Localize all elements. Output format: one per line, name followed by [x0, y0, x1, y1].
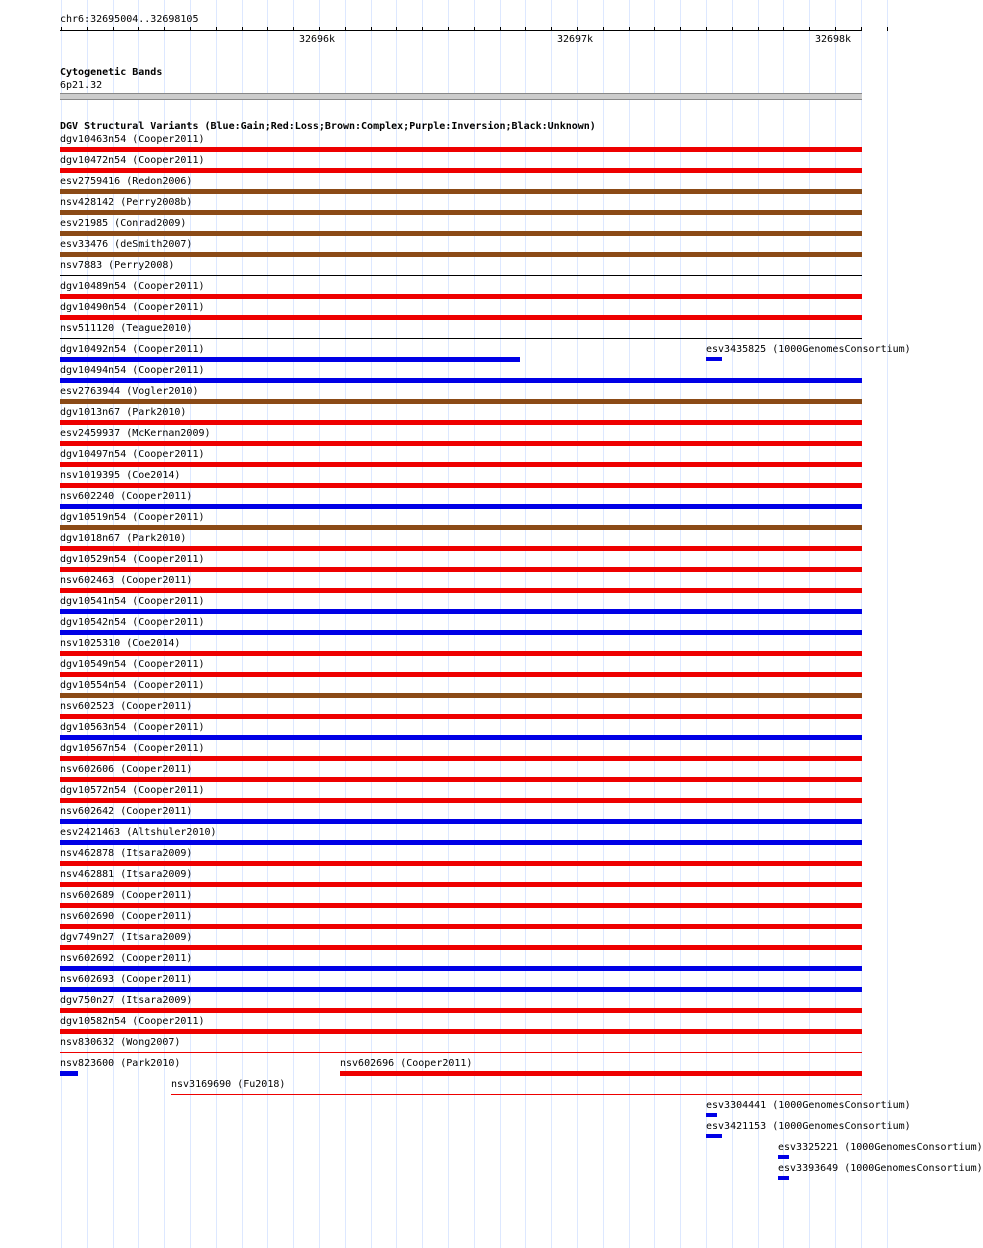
ruler-tick: [887, 27, 888, 31]
variant-bar[interactable]: [60, 399, 862, 404]
variant-label[interactable]: dgv10542n54 (Cooper2011): [60, 617, 205, 628]
cytoband-label: 6p21.32: [60, 80, 103, 91]
ruler-tick: [113, 27, 114, 31]
ruler-tick: [61, 27, 62, 31]
ruler-tick: [345, 27, 346, 31]
ruler-tick: [138, 27, 139, 31]
variant-bar[interactable]: [60, 861, 862, 866]
variant-label[interactable]: esv33476 (deSmith2007): [60, 239, 193, 250]
variant-bar[interactable]: [60, 819, 862, 824]
variant-bar[interactable]: [60, 840, 862, 845]
grid-line: [500, 0, 501, 1248]
variant-label[interactable]: dgv10541n54 (Cooper2011): [60, 596, 205, 607]
variant-bar[interactable]: [60, 966, 862, 971]
variant-label[interactable]: esv2763944 (Vogler2010): [60, 386, 199, 397]
variant-bar[interactable]: [60, 1052, 862, 1053]
cytoband-track-title[interactable]: Cytogenetic Bands: [60, 67, 163, 78]
variant-bar[interactable]: [60, 714, 862, 719]
variant-bar[interactable]: [60, 672, 862, 677]
variant-label[interactable]: dgv10549n54 (Cooper2011): [60, 659, 205, 670]
variant-bar[interactable]: [706, 357, 722, 361]
variant-label[interactable]: dgv10489n54 (Cooper2011): [60, 281, 205, 292]
variant-bar[interactable]: [60, 1029, 862, 1034]
ruler-position-label: chr6:32695004..32698105: [60, 14, 199, 25]
grid-line: [809, 0, 810, 1248]
variant-bar[interactable]: [60, 189, 862, 194]
variant-label[interactable]: dgv10492n54 (Cooper2011): [60, 344, 205, 355]
variant-bar[interactable]: [340, 1071, 862, 1076]
ruler-tick: [319, 27, 320, 31]
grid-line: [732, 0, 733, 1248]
grid-line: [293, 0, 294, 1248]
variant-label[interactable]: dgv10494n54 (Cooper2011): [60, 365, 205, 376]
ruler-tick: [164, 27, 165, 31]
variant-bar[interactable]: [60, 147, 862, 152]
ruler-tick: [577, 27, 578, 31]
variant-bar[interactable]: [60, 903, 862, 908]
ruler-tick: [732, 27, 733, 31]
ruler-tick: [783, 27, 784, 31]
ruler-tick: [500, 27, 501, 31]
variant-label[interactable]: dgv10472n54 (Cooper2011): [60, 155, 205, 166]
variant-label[interactable]: nsv602692 (Cooper2011): [60, 953, 193, 964]
grid-line: [525, 0, 526, 1248]
ruler-tick: [603, 27, 604, 31]
variant-label[interactable]: nsv602523 (Cooper2011): [60, 701, 193, 712]
grid-line: [654, 0, 655, 1248]
variant-bar[interactable]: [60, 275, 862, 276]
variant-label[interactable]: nsv511120 (Teague2010): [60, 323, 193, 334]
ruler-axis: [60, 30, 862, 31]
variant-bar[interactable]: [60, 777, 862, 782]
variant-label[interactable]: nsv462878 (Itsara2009): [60, 848, 193, 859]
ruler-tick: [835, 27, 836, 31]
variant-label[interactable]: esv2421463 (Altshuler2010): [60, 827, 217, 838]
ruler-tick: [525, 27, 526, 31]
variant-bar[interactable]: [60, 210, 862, 215]
variant-label[interactable]: dgv10529n54 (Cooper2011): [60, 554, 205, 565]
variant-bar[interactable]: [778, 1155, 789, 1159]
variant-bar[interactable]: [60, 378, 862, 383]
variant-bar[interactable]: [60, 567, 862, 572]
grid-line: [267, 0, 268, 1248]
variant-bar[interactable]: [60, 441, 862, 446]
variant-bar[interactable]: [60, 756, 862, 761]
ruler-tick: [551, 27, 552, 31]
variant-label[interactable]: dgv749n27 (Itsara2009): [60, 932, 193, 943]
variant-bar[interactable]: [60, 1008, 862, 1013]
grid-line: [835, 0, 836, 1248]
variant-label[interactable]: nsv428142 (Perry2008b): [60, 197, 193, 208]
variant-label[interactable]: dgv10463n54 (Cooper2011): [60, 134, 205, 145]
grid-line: [706, 0, 707, 1248]
ruler-tick: [680, 27, 681, 31]
ruler-tick: [371, 27, 372, 31]
grid-line: [861, 0, 862, 1248]
ruler-tick: [216, 27, 217, 31]
grid-line: [319, 0, 320, 1248]
ruler-tick: [396, 27, 397, 31]
ruler-tick: [267, 27, 268, 31]
ruler-tick: [861, 27, 862, 31]
grid-line: [216, 0, 217, 1248]
variant-bar[interactable]: [706, 1113, 717, 1117]
variant-bar[interactable]: [60, 651, 862, 656]
variant-label[interactable]: nsv602606 (Cooper2011): [60, 764, 193, 775]
variant-label[interactable]: dgv10563n54 (Cooper2011): [60, 722, 205, 733]
variant-label[interactable]: dgv10567n54 (Cooper2011): [60, 743, 205, 754]
grid-line: [577, 0, 578, 1248]
variant-label[interactable]: dgv10554n54 (Cooper2011): [60, 680, 205, 691]
variant-bar[interactable]: [706, 1134, 722, 1138]
variant-bar[interactable]: [60, 945, 862, 950]
variant-bar[interactable]: [171, 1094, 862, 1095]
variant-label[interactable]: dgv10519n54 (Cooper2011): [60, 512, 205, 523]
ruler-tick: [242, 27, 243, 31]
variant-bar[interactable]: [60, 882, 862, 887]
variant-bar[interactable]: [60, 609, 862, 614]
ruler-tick-label: 32698k: [814, 34, 852, 45]
variant-bar[interactable]: [60, 588, 862, 593]
variant-bar[interactable]: [60, 525, 862, 530]
grid-line: [603, 0, 604, 1248]
variant-bar[interactable]: [60, 357, 520, 362]
variant-label[interactable]: dgv10497n54 (Cooper2011): [60, 449, 205, 460]
variant-bar[interactable]: [60, 294, 862, 299]
variant-label[interactable]: nsv823600 (Park2010): [60, 1058, 181, 1069]
variant-label[interactable]: esv3325221 (1000GenomesConsortium): [778, 1142, 983, 1153]
ruler-tick: [422, 27, 423, 31]
grid-line: [629, 0, 630, 1248]
variant-bar[interactable]: [60, 735, 862, 740]
variant-label[interactable]: nsv830632 (Wong2007): [60, 1037, 181, 1048]
variant-bar[interactable]: [60, 483, 862, 488]
variant-label[interactable]: dgv1013n67 (Park2010): [60, 407, 187, 418]
dgv-track-title[interactable]: DGV Structural Variants (Blue:Gain;Red:Loss;Brown:Complex;Purple:Inversion;Black:Unknown): [60, 121, 596, 132]
variant-bar[interactable]: [60, 315, 862, 320]
variant-bar[interactable]: [60, 504, 862, 509]
variant-label[interactable]: nsv7883 (Perry2008): [60, 260, 175, 271]
grid-line: [680, 0, 681, 1248]
variant-label[interactable]: nsv602642 (Cooper2011): [60, 806, 193, 817]
ruler-tick: [190, 27, 191, 31]
variant-bar[interactable]: [60, 546, 862, 551]
ruler-tick: [448, 27, 449, 31]
variant-label[interactable]: dgv10572n54 (Cooper2011): [60, 785, 205, 796]
variant-bar[interactable]: [60, 924, 862, 929]
variant-label[interactable]: esv3435825 (1000GenomesConsortium): [706, 344, 911, 355]
variant-bar[interactable]: [778, 1176, 789, 1180]
grid-line: [551, 0, 552, 1248]
variant-label[interactable]: nsv602696 (Cooper2011): [340, 1058, 473, 1069]
variant-label[interactable]: dgv750n27 (Itsara2009): [60, 995, 193, 1006]
variant-bar[interactable]: [60, 630, 862, 635]
grid-line: [783, 0, 784, 1248]
variant-bar[interactable]: [60, 338, 862, 339]
variant-label[interactable]: dgv10582n54 (Cooper2011): [60, 1016, 205, 1027]
variant-label[interactable]: esv3304441 (1000GenomesConsortium): [706, 1100, 911, 1111]
cytoband-bar[interactable]: [60, 93, 862, 100]
ruler-tick: [706, 27, 707, 31]
variant-bar[interactable]: [60, 798, 862, 803]
grid-line: [758, 0, 759, 1248]
variant-label[interactable]: nsv3169690 (Fu2018): [171, 1079, 286, 1090]
variant-label[interactable]: dgv10490n54 (Cooper2011): [60, 302, 205, 313]
grid-line: [242, 0, 243, 1248]
variant-bar[interactable]: [60, 693, 862, 698]
variant-label[interactable]: nsv602693 (Cooper2011): [60, 974, 193, 985]
variant-label[interactable]: dgv1018n67 (Park2010): [60, 533, 187, 544]
variant-label[interactable]: esv2459937 (McKernan2009): [60, 428, 211, 439]
variant-label[interactable]: nsv602690 (Cooper2011): [60, 911, 193, 922]
ruler-tick: [809, 27, 810, 31]
ruler-tick: [654, 27, 655, 31]
variant-label[interactable]: nsv602240 (Cooper2011): [60, 491, 193, 502]
ruler-tick: [474, 27, 475, 31]
ruler-tick: [758, 27, 759, 31]
variant-label[interactable]: nsv462881 (Itsara2009): [60, 869, 193, 880]
variant-label[interactable]: nsv602463 (Cooper2011): [60, 575, 193, 586]
grid-line: [474, 0, 475, 1248]
variant-label[interactable]: esv3393649 (1000GenomesConsortium): [778, 1163, 983, 1174]
variant-bar[interactable]: [60, 420, 862, 425]
variant-label[interactable]: nsv602689 (Cooper2011): [60, 890, 193, 901]
variant-label[interactable]: nsv1019395 (Coe2014): [60, 470, 181, 481]
variant-bar[interactable]: [60, 231, 862, 236]
variant-bar[interactable]: [60, 168, 862, 173]
variant-label[interactable]: esv21985 (Conrad2009): [60, 218, 187, 229]
variant-label[interactable]: nsv1025310 (Coe2014): [60, 638, 181, 649]
ruler-tick: [293, 27, 294, 31]
variant-bar[interactable]: [60, 987, 862, 992]
variant-bar[interactable]: [60, 252, 862, 257]
variant-label[interactable]: esv3421153 (1000GenomesConsortium): [706, 1121, 911, 1132]
ruler-tick: [629, 27, 630, 31]
ruler-tick-label: 32696k: [298, 34, 336, 45]
variant-bar[interactable]: [60, 1071, 78, 1076]
grid-line: [887, 0, 888, 1248]
variant-bar[interactable]: [60, 462, 862, 467]
ruler-tick-label: 32697k: [556, 34, 594, 45]
variant-label[interactable]: esv2759416 (Redon2006): [60, 176, 193, 187]
ruler-tick: [87, 27, 88, 31]
